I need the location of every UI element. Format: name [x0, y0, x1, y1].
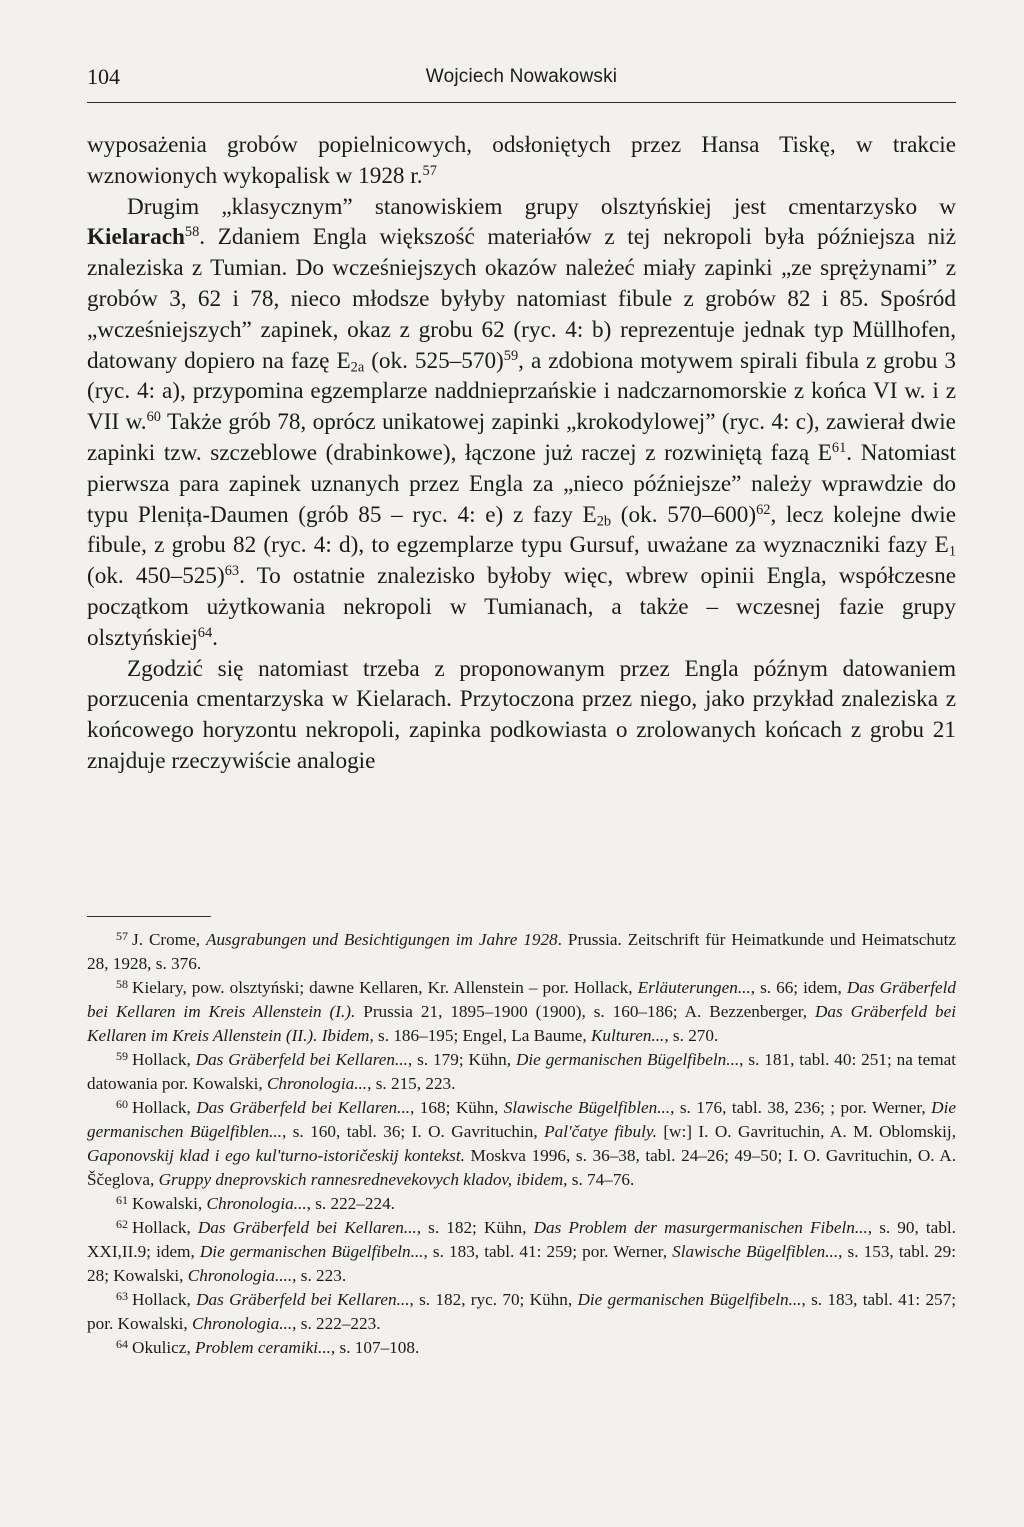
text-run: , s. 182, ryc. 70; Kühn,	[409, 1290, 578, 1309]
citation-title: Das Problem der masurgermanischen Fibeln...	[533, 1218, 868, 1237]
footnote-number: 59	[116, 1048, 129, 1063]
text-run: . To ostatnie znalezisko byłoby więc, wbrew opinii Engla, współczesne początkom użytkowania nekropoli w Tumianach, a także – wczesnej fazie grupy olsztyńskiej	[87, 563, 956, 651]
citation-title: Das Gräberfeld bei Kellaren...	[197, 1218, 417, 1237]
footnote-61	[87, 1192, 956, 1216]
text-run: . Zdaniem Engla większość materiałów z tej nekropoli była późniejsza niż znaleziska z Tumian. Do wcześniejszych okazów należeć miały zapinki „ze sprężynami” z grobów 3, 62 i 78, nieco młodsze byłyby natomiast fibule z grobów 82 i 85. Spośród „wcześniejszych” zapinek, okaz z grobu 62 (ryc. 4: b) reprezentuje jednak typ Müllhofen, datowany dopiero na fazę E	[87, 224, 956, 374]
text-run: , s. 223.	[292, 1266, 347, 1285]
text-run: , s. 182; Kühn,	[416, 1218, 534, 1237]
text-run: Hollack,	[132, 1218, 198, 1237]
footnote-ref-58[interactable]: 58	[184, 224, 200, 241]
footnote-63	[87, 1288, 956, 1336]
text-run: , s. 107–108.	[330, 1338, 420, 1357]
text-run: , s. 270.	[664, 1026, 719, 1045]
text-run: , s. 215, 223.	[367, 1074, 456, 1093]
phase-subscript: 2a	[350, 359, 365, 376]
footnote-59	[87, 1048, 956, 1096]
text-run: wyposażenia grobów popielnicowych, odsłoniętych przez Hansa Tiskę, w trakcie wznowionych wykopalisk w 1928 r.	[87, 132, 956, 189]
text-run: Hollack,	[132, 1050, 196, 1069]
text-run: , s. 153, tabl. 29: 28; Kowalski,	[87, 1242, 957, 1285]
text-run: , s. 186–195; Engel, La Baume,	[369, 1026, 591, 1045]
footnote-64	[87, 1336, 956, 1360]
text-run: Hollack,	[132, 1098, 197, 1117]
text-run: . Prussia. Zeitschrift für Heimatkunde und Heimatschutz 28, 1928, s. 376.	[87, 930, 956, 973]
text-run: J. Crome,	[132, 930, 206, 949]
text-run: , s. 179; Kühn,	[407, 1050, 516, 1069]
body-text	[87, 130, 956, 777]
footnote-ref-59[interactable]: 59	[503, 347, 519, 364]
footnote-ref-57[interactable]: 57	[422, 162, 437, 179]
footnote-divider	[87, 916, 211, 917]
footnote-58	[87, 976, 956, 1048]
footnote-ref-62[interactable]: 62	[756, 501, 771, 518]
text-run: , s. 222–223.	[292, 1314, 381, 1333]
footnote-number: 61	[116, 1192, 129, 1207]
text-run: , s. 90, tabl. XXI,II.9; idem,	[87, 1218, 956, 1261]
footnote-ref-61[interactable]: 61	[831, 440, 847, 457]
citation-title: Das Gräberfeld bei Kellaren...	[196, 1098, 411, 1117]
text-run: [w:] I. O. Gavrituchin, A. M. Oblomskij,	[656, 1122, 957, 1141]
footnote-60	[87, 1096, 956, 1192]
citation-title: Slawische Bügelfiblen...	[503, 1098, 671, 1117]
text-run: , s. 222–224.	[306, 1194, 395, 1213]
text-run: , s. 74–76.	[563, 1170, 635, 1189]
text-run: (ok. 525–570)	[364, 347, 504, 374]
text-run: , s. 160, tabl. 36; I. O. Gavrituchin,	[282, 1122, 545, 1141]
citation-title: Ausgrabungen und Besichtigungen im Jahre 1928	[205, 930, 558, 949]
citation-title: Chronologia....	[187, 1266, 293, 1285]
text-run: Hollack,	[132, 1290, 197, 1309]
text-run: Moskva 1996, s. 36–38, tabl. 24–26; 49–50; I. O. Gavrituchin, O. A. Ščeglova,	[87, 1146, 957, 1189]
footnote-ref-60[interactable]: 60	[146, 409, 161, 426]
footnote-ref-64[interactable]: 64	[197, 624, 213, 641]
text-run: (ok. 570–600)	[611, 501, 757, 528]
footnote-ref-63[interactable]: 63	[224, 563, 240, 580]
footnote-62	[87, 1216, 956, 1288]
citation-title: Das Gräberfeld bei Kellaren...	[195, 1050, 408, 1069]
footnote-number: 63	[116, 1288, 129, 1303]
citation-title: Chronologia...	[266, 1074, 368, 1093]
text-run: Drugim „klasycznym” stanowiskiem grupy olsztyńskiej jest cmentarzysko w	[127, 193, 956, 220]
phase-subscript: 2b	[596, 513, 612, 530]
citation-title: Das Gräberfeld bei Kellaren...	[196, 1290, 410, 1309]
text-run: , s. 183, tabl. 41: 259; por. Werner,	[423, 1242, 673, 1261]
phase-subscript: 1	[948, 543, 956, 560]
running-head-author: Wojciech Nowakowski	[425, 66, 618, 87]
paragraph-1	[87, 130, 956, 192]
paragraph-2	[87, 192, 956, 654]
footnote-57	[87, 928, 956, 976]
citation-title: Erläuterungen...	[637, 978, 751, 997]
text-run: Prussia 21, 1895–1900 (1900), s. 160–186; A. Bezzenberger,	[355, 1002, 815, 1021]
text-run: Okulicz,	[132, 1338, 196, 1357]
text-run: .	[212, 624, 218, 651]
citation-title: Die germanischen Bügelfibeln...	[577, 1290, 802, 1309]
citation-title: Gaponovskij klad i ego kul'turno-istoričeskij kontekst.	[87, 1146, 465, 1165]
citation-title: Kulturen...	[590, 1026, 665, 1045]
text-run: , s. 176, tabl. 38, 236; ; por. Werner,	[670, 1098, 932, 1117]
citation-title: Slawische Bügelfiblen...	[672, 1242, 839, 1261]
text-run: Kielary, pow. olsztyński; dawne Kellaren, Kr. Allenstein – por. Hollack,	[132, 978, 638, 997]
text-run: , s. 183, tabl. 41: 257; por. Kowalski,	[87, 1290, 957, 1333]
running-header	[87, 62, 956, 103]
footnote-number: 60	[116, 1096, 129, 1111]
footnote-number: 62	[116, 1216, 129, 1231]
text-run: , s. 181, tabl. 40: 251; na temat datowania por. Kowalski,	[87, 1050, 956, 1093]
page-number: 104	[87, 64, 120, 89]
citation-title: Die germanischen Bügelfibeln...	[199, 1242, 424, 1261]
text-run: , lecz kolejne dwie fibule, z grobu 82 (ryc. 4: d), to egzemplarze typu Gursuf, uważane za wyznaczniki fazy E	[87, 501, 956, 559]
paragraph-3: Zgodzić się natomiast trzeba z proponowanym przez Engla późnym datowaniem porzucenia cmentarzyska w Kielarach. Przytoczona przez niego, jako przykład znaleziska z końcowego horyzontu nekropoli, zapinka podkowiasta o zrolowanych końcach z grobu 21 znajduje rzeczywiście analogie	[87, 655, 956, 774]
text-run: . Natomiast pierwsza para zapinek uznanych przez Engla za „nieco późniejsze” należy wprawdzie do typu Plenița-Daumen (grób 85 – ryc. 4: e) z fazy E	[87, 439, 956, 528]
place-name-bold: Kielarach	[87, 224, 185, 251]
text-run: (ok. 450–525)	[87, 563, 225, 590]
footnote-number: 57	[116, 928, 129, 943]
citation-title: Das Gräberfeld bei Kellaren im Kreis Allenstein (I.).	[87, 978, 956, 1021]
text-run: , 168; Kühn,	[410, 1098, 504, 1117]
text-run: Także grób 78, oprócz unikatowej zapinki „krokodylowej” (ryc. 4: c), zawierał dwie zapinki tzw. szczeblowe (drabinkowe), łączone już raczej z rozwiniętą fazą E	[87, 409, 956, 466]
citation-title: Pal'čatye fibuly.	[544, 1122, 657, 1141]
citation-title: Die germanischen Bügelfiblen...	[87, 1098, 956, 1141]
citation-title: Chronologia...	[206, 1194, 307, 1213]
footnote-number: 58	[116, 976, 129, 991]
text-run: Kowalski,	[132, 1194, 207, 1213]
citation-title: Die germanischen Bügelfibeln...	[515, 1050, 740, 1069]
citation-title: Chronologia...	[192, 1314, 293, 1333]
citation-title: Gruppy dneprovskich rannesrednevekovych kladov, ibidem	[158, 1170, 564, 1189]
text-run: , s. 66; idem,	[750, 978, 847, 997]
footnotes	[87, 928, 956, 1360]
citation-title: Problem ceramiki...	[195, 1338, 331, 1357]
text-run: , a zdobiona motywem spirali fibula z grobu 3 (ryc. 4: a), przypomina egzemplarze naddnieprzańskie i nadczarnomorskie z końca VI w. i z VII w.	[87, 347, 957, 436]
footnote-number: 64	[116, 1336, 129, 1351]
citation-title: Das Gräberfeld bei Kellaren im Kreis Allenstein (II.). Ibidem	[87, 1002, 956, 1045]
